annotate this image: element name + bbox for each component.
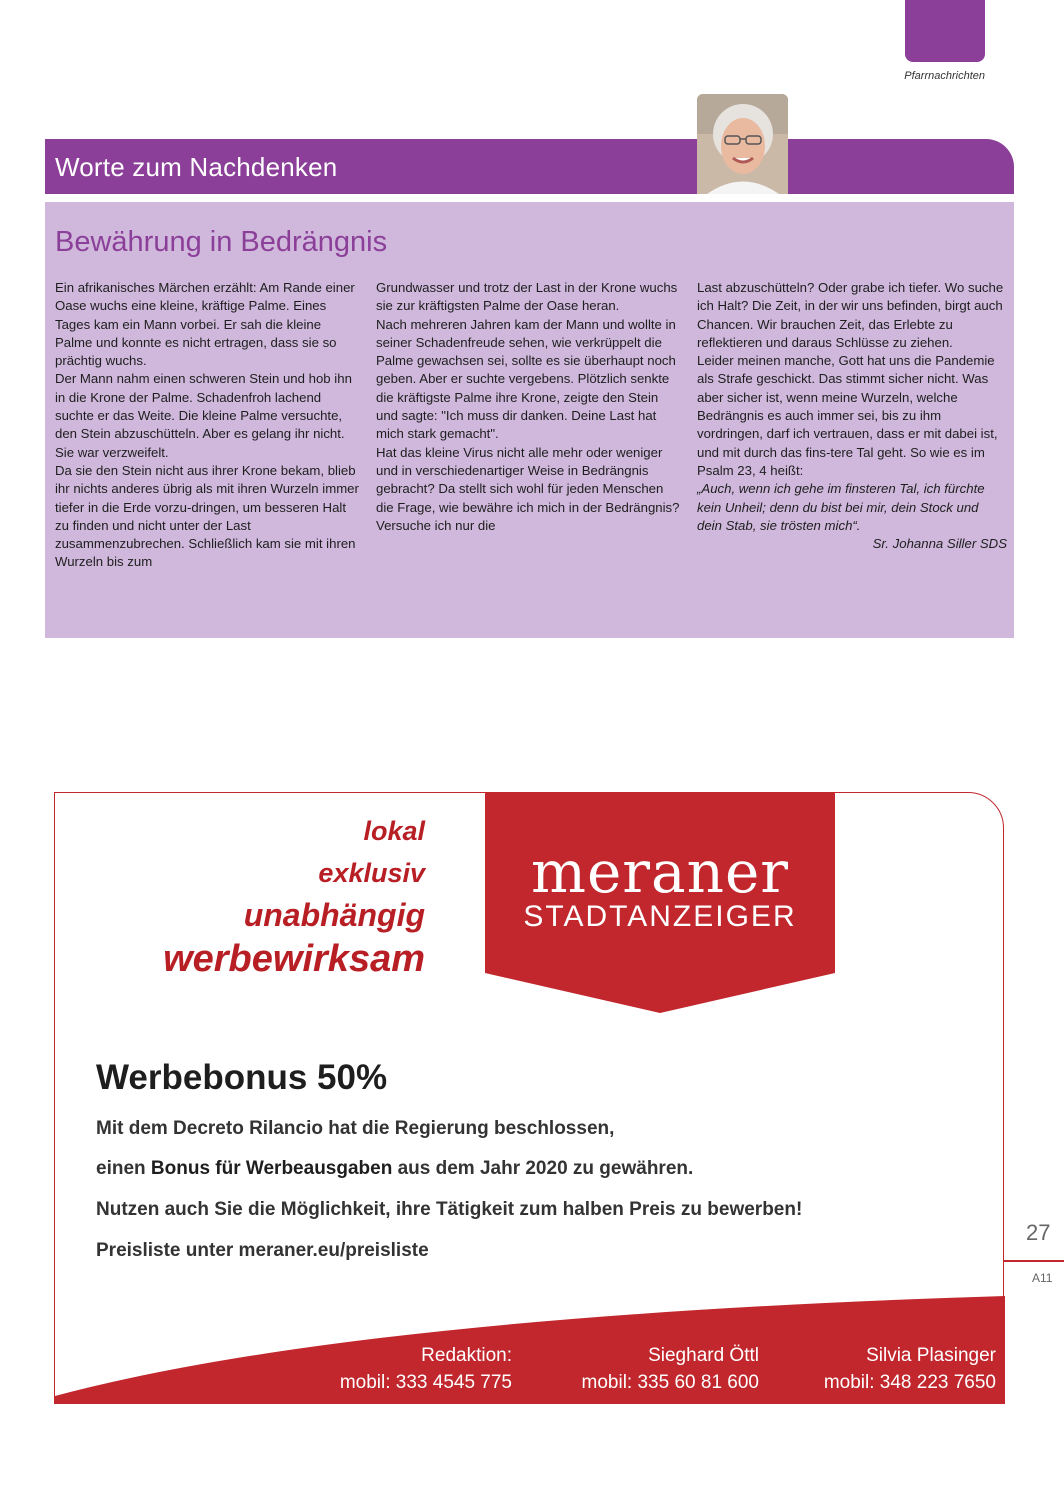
page-code: A11 xyxy=(1032,1271,1053,1285)
contact-oettl xyxy=(540,1342,759,1396)
bonus-text-line: Nutzen auch Sie die Möglichkeit, ihre Tätigkeit zum halben Preis zu bewerben! xyxy=(96,1199,803,1220)
section-label: Pfarrnachrichten xyxy=(904,70,985,82)
logo-subtitle: STADTANZEIGER xyxy=(523,900,797,933)
text: aus dem Jahr 2020 zu gewähren. xyxy=(392,1158,694,1179)
slogan-line: werbewirksam xyxy=(163,938,425,980)
contact-name: Sieghard Öttl xyxy=(648,1345,759,1366)
ad-slogan xyxy=(110,810,425,980)
slogan-line: lokal xyxy=(363,816,425,846)
slogan-line: exklusiv xyxy=(318,858,425,888)
psalm-quote: „Auch, wenn ich gehe im finsteren Tal, ich fürchte kein Unheil; denn du bist bei mir, dein Stock und dein Stab, sie trösten mich“. xyxy=(697,481,985,533)
article-column-2 xyxy=(376,279,682,535)
paragraph: Nach mehreren Jahren kam der Mann und wollte in seiner Schadenfreude sehen, wie verkrüppelt die Palme gewachsen sei, sollte es sie überhaupt noch geben. Aber er suchte vergebens. Plötzlich senkte die kräftigste Palme ihre Krone, zeigte den Stein und sagte: "Ich muss dir danken. Deine Last hat mich stark gemacht". xyxy=(376,316,676,442)
page-heading: Worte zum Nachdenken xyxy=(55,152,338,182)
paragraph: Ein afrikanisches Märchen erzählt: Am Rande einer Oase wuchs eine kleine, kräftige Palme. Eines Tages kam ein Mann vorbei. Er sah die kleine Palme und konnte es nicht ertragen, dass sie so prächtig wuchs. xyxy=(55,280,355,369)
logo-wordmark: meraner xyxy=(530,838,790,906)
slogan-line: unabhängig xyxy=(243,897,425,933)
author-portrait xyxy=(697,94,788,194)
section-tab xyxy=(905,0,985,62)
paragraph: Grundwasser und trotz der Last in der Krone wuchs sie zur kräftigsten Palme der Oase heran. xyxy=(376,280,678,314)
price-list-link[interactable]: Preisliste unter meraner.eu/preisliste xyxy=(96,1240,429,1261)
article-title: Bewährung in Bedrängnis xyxy=(55,226,388,258)
bonus-text-line: Mit dem Decreto Rilancio hat die Regierung beschlossen, xyxy=(96,1118,615,1139)
page-number: 27 xyxy=(1026,1220,1051,1245)
text: einen xyxy=(96,1158,151,1179)
paragraph: Leider meinen manche, Gott hat uns die Pandemie als Strafe geschickt. Das stimmt sicher nicht. Was aber sicher ist, wenn meine Wurzeln, welche Bedrängnis es auch immer sei, bis zu ihm vordringen, darf ich vertrauen, dass er mit dabei ist, und mit durch das fins-tere Tal geht. So wie es im Psalm 23, 4 heißt: xyxy=(697,353,998,478)
contact-redaktion xyxy=(300,1342,512,1396)
author-signature: Sr. Johanna Siller SDS xyxy=(872,536,1007,552)
bonus-text-line xyxy=(96,1158,693,1180)
paragraph: Da sie den Stein nicht aus ihrer Krone bekam, blieb ihr nichts anderes übrig als mit ihren Wurzeln immer tiefer in die Erde vorzu-dringen, um besseren Halt zu finden und nicht unter der Last zusammenzubrechen. Schließlich kam sie mit ihren Wurzeln bis zum xyxy=(55,462,359,570)
paragraph: Hat das kleine Virus nicht alle mehr oder weniger und in verschiedenartiger Weise in Bedrängnis gebracht? Da stellt sich wohl für jeden Menschen die Frage, wie bewähre ich mich in der Bedrängnis? Versuche ich nur die xyxy=(376,444,680,533)
paragraph: Der Mann nahm einen schweren Stein und hob ihn in die Krone der Palme. Schadenfroh lachend suchte er das Weite. Die kleine Palme versuchte, den Stein abzuschütteln. Aber es gelang ihr nicht. Sie war verzweifelt. xyxy=(55,371,352,460)
contact-phone: mobil: 335 60 81 600 xyxy=(581,1372,759,1393)
contact-phone: mobil: 333 4545 775 xyxy=(339,1372,512,1393)
page-number-rule xyxy=(1004,1260,1064,1262)
contact-plasinger xyxy=(780,1342,996,1396)
bonus-highlight: Bonus für Werbeausgaben xyxy=(150,1158,393,1179)
paragraph: Last abzuschütteln? Oder grabe ich tiefer. Wo suche ich Halt? Die Zeit, in der wir uns befinden, birgt auch Chancen. Wir brauchen Zeit, das Erlebte zu reflektieren und daraus Schlüsse zu ziehen. xyxy=(697,280,1004,350)
contact-phone: mobil: 348 223 7650 xyxy=(823,1372,996,1393)
bonus-title: Werbebonus 50% xyxy=(96,1058,388,1097)
article-column-1 xyxy=(55,279,361,572)
contact-name: Silvia Plasinger xyxy=(866,1345,996,1366)
article-column-3 xyxy=(697,279,1007,553)
contact-name: Redaktion: xyxy=(421,1345,512,1366)
